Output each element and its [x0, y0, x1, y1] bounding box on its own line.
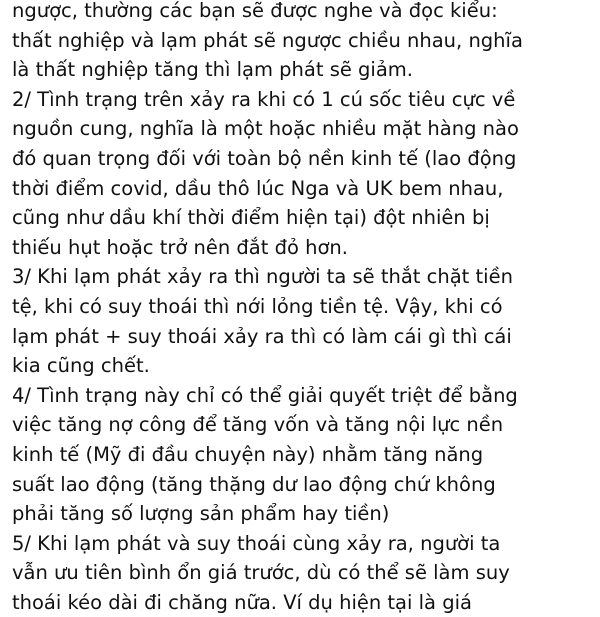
- text-line: là thất nghiệp tăng thì lạm phát sẽ giảm.: [12, 58, 413, 82]
- text-line: kinh tế (Mỹ đi đầu chuyện này) nhằm tăng năng: [12, 442, 484, 466]
- text-line: đó quan trọng đối với toàn bộ nền kinh tế (lao động: [12, 146, 517, 170]
- text-line: 5/ Khi lạm phát và suy thoái cùng xảy ra, người ta: [12, 531, 501, 555]
- text-line: 4/ Tình trạng này chỉ có thể giải quyết triệt để bằng: [12, 383, 518, 407]
- text-line: thoái kéo dài đi chăng nữa. Ví dụ hiện tại là giá: [12, 590, 472, 614]
- post-text-body: [12, 0, 600, 617]
- text-line: thiếu hụt hoặc trở nên đắt đỏ hơn.: [12, 235, 348, 259]
- text-line: cũng như dầu khí thời điểm hiện tại) đột nhiên bị: [12, 206, 490, 230]
- text-line: kia cũng chết.: [12, 354, 150, 378]
- text-line: 2/ Tình trạng trên xảy ra khi có 1 cú sốc tiêu cực về: [12, 87, 516, 111]
- text-line: tệ, khi có suy thoái thì nới lỏng tiền tệ. Vậy, khi có: [12, 294, 503, 318]
- text-line: vẫn ưu tiên bình ổn giá trước, dù có thể sẽ làm suy: [12, 561, 510, 585]
- text-line: thời điểm covid, dầu thô lúc Nga và UK bem nhau,: [12, 176, 504, 200]
- text-line: nguồn cung, nghĩa là một hoặc nhiều mặt hàng nào: [12, 117, 519, 141]
- text-line: 3/ Khi lạm phát xảy ra thì người ta sẽ thắt chặt tiền: [12, 265, 513, 289]
- text-line: ngược, thường các bạn sẽ được nghe và đọc kiểu:: [12, 0, 498, 22]
- text-line: suất lao động (tăng thặng dư lao động chứ không: [12, 472, 496, 496]
- text-line: lạm phát + suy thoái xảy ra thì có làm cái gì thì cái: [12, 324, 512, 348]
- text-line: phải tăng số lượng sản phẩm hay tiền): [12, 502, 390, 526]
- text-line: thất nghiệp và lạm phát sẽ ngược chiều nhau, nghĩa: [12, 28, 523, 52]
- text-line: việc tăng nợ công để tăng vốn và tăng nội lực nền: [12, 413, 504, 437]
